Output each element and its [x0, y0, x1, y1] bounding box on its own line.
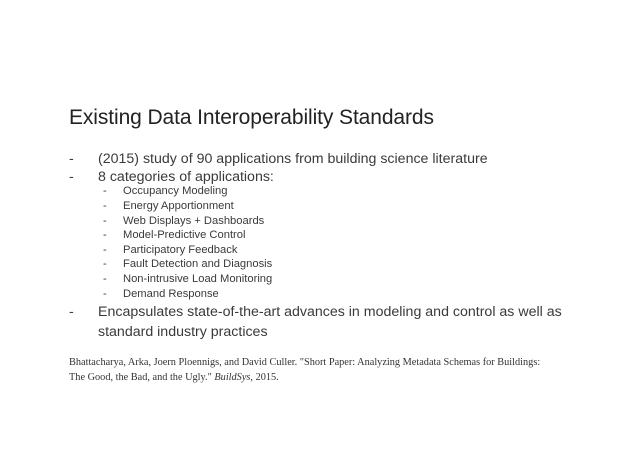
- category-label: Non-intrusive Load Monitoring: [123, 273, 273, 285]
- sub-bullet-marker: -: [103, 200, 107, 212]
- sub-bullet-marker: -: [103, 215, 107, 227]
- category-label: Model-Predictive Control: [123, 229, 246, 241]
- bullet-text-line1: Encapsulates state-of-the-art advances in modeling and control as well as: [98, 304, 562, 320]
- category-label: Fault Detection and Diagnosis: [123, 258, 273, 270]
- category-label: Participatory Feedback: [123, 244, 238, 256]
- sub-bullet-marker: -: [103, 258, 107, 270]
- bullet-marker: -: [69, 304, 74, 320]
- bullet-marker: -: [69, 169, 74, 185]
- sub-bullet-marker: -: [103, 185, 107, 197]
- bullet-marker: -: [69, 151, 74, 167]
- citation-text: Bhattacharya, Arka, Joern Ploennigs, and David Culler. "Short Paper: Analyzing Metadata Schemas for Buildings: The Good, the Bad, and the Ugly.": [69, 357, 541, 383]
- category-label: Demand Response: [123, 288, 219, 300]
- citation-year: , 2015.: [250, 371, 279, 383]
- sub-bullet-marker: -: [103, 273, 107, 285]
- citation: [69, 356, 549, 385]
- bullet-text-line2: standard industry practices: [98, 324, 268, 340]
- citation-venue: BuildSys: [214, 371, 251, 383]
- slide-title: Existing Data Interoperability Standards: [69, 106, 434, 129]
- bullet-text: 8 categories of applications:: [98, 169, 274, 185]
- category-label: Occupancy Modeling: [123, 185, 228, 197]
- category-label: Energy Apportionment: [123, 200, 234, 212]
- sub-bullet-marker: -: [103, 229, 107, 241]
- bullet-text: (2015) study of 90 applications from building science literature: [98, 151, 488, 167]
- sub-bullet-marker: -: [103, 288, 107, 300]
- sub-bullet-marker: -: [103, 244, 107, 256]
- category-label: Web Displays + Dashboards: [123, 215, 265, 227]
